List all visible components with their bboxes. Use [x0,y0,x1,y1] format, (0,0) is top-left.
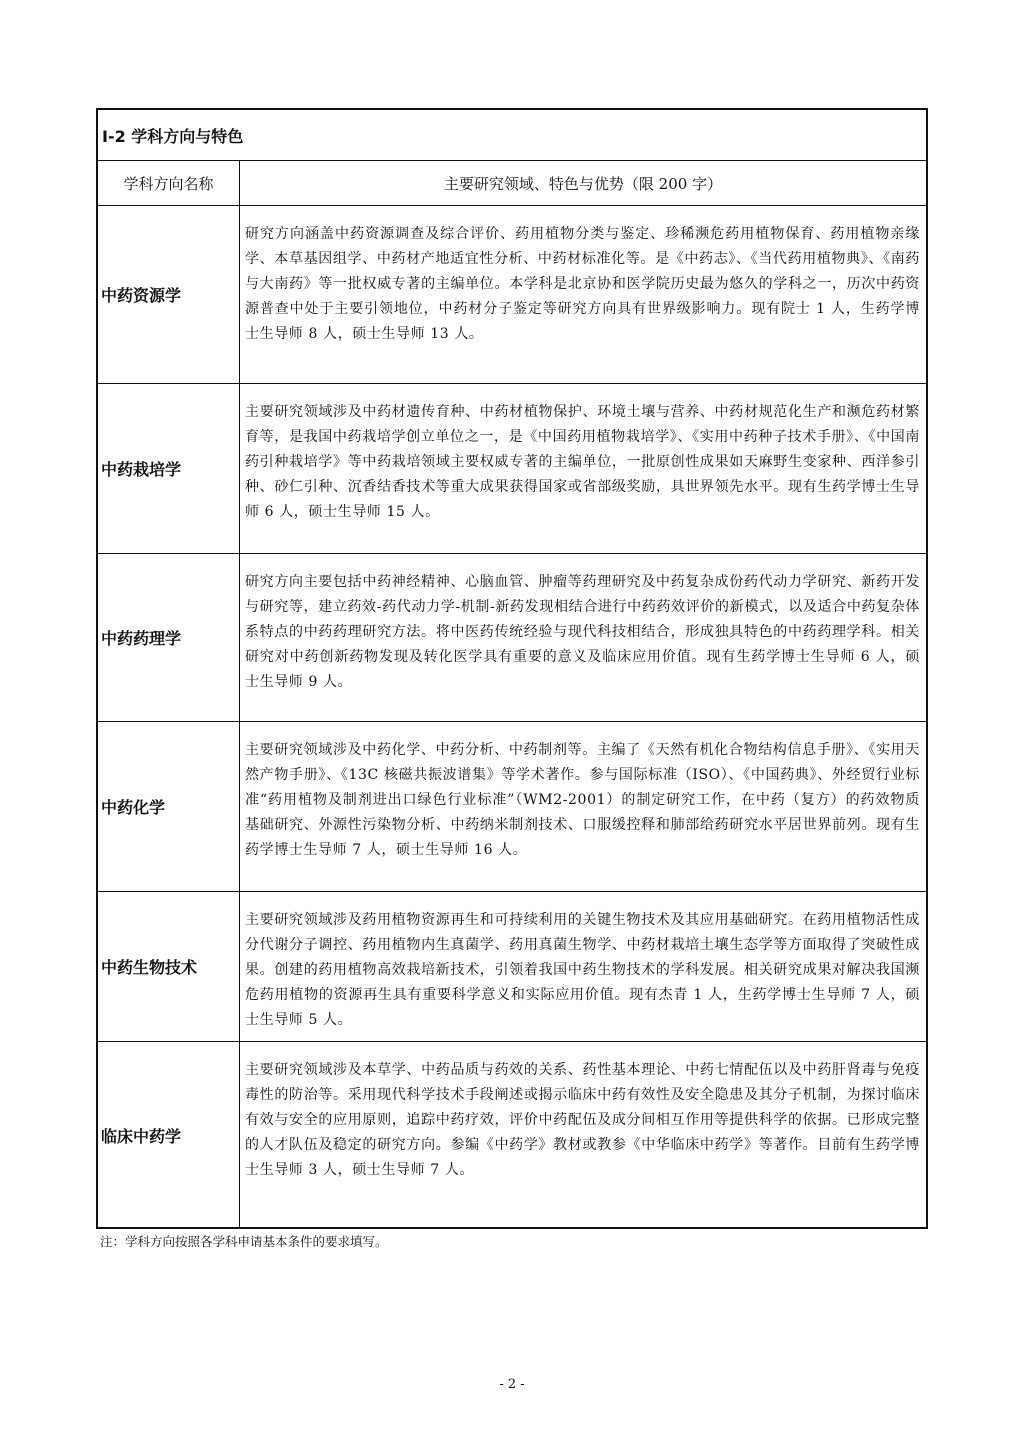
discipline-table-frame [96,108,928,1229]
table-row [98,1042,926,1229]
direction-name: 中药资源学 [98,206,240,383]
direction-name: 中药药理学 [98,554,240,721]
section-title: I-2 学科方向与特色 [98,110,926,161]
header-research-areas: 主要研究领域、特色与优势（限 200 字） [443,174,723,193]
table-row [98,554,926,722]
table-row [98,384,926,554]
direction-description: 主要研究领域涉及药用植物资源再生和可持续利用的关键生物技术及其应用基础研究。在药用植物活性成分代谢分子调控、药用植物内生真菌学、药用真菌生物学、中药材栽培土壤生态学等方面取得了突破性成果。创建的药用植物高效栽培新技术，引领着我国中药生物技术的学科发展。相关研究成果对解决我国濒危药用植物的资源再生具有重要科学意义和实际应用价值。现有杰青 1 人，生药学博士生导师 7 人，硕士生导师 5 人。 [245,912,920,1028]
page-number: - 2 - [499,1377,525,1392]
table-row [98,722,926,892]
direction-description: 主要研究领域涉及中药化学、中药分析、中药制剂等。主编了《天然有机化合物结构信息手册》、《实用天然产物手册》、《13C 核磁共振波谱集》等学术著作。参与国际标准（ISO）、《中国药典》、外经贸行业标准“药用植物及制剂进出口绿色行业标准”（WM2-2001）的制定研究工作，在中药（复方）的药效物质基础研究、外源性污染物分析、中药纳米制剂技术、口服缓控释和肺部给药研究水平居世界前列。现有生药学博士生导师 7 人，硕士生导师 16 人。 [245,742,920,858]
direction-name: 临床中药学 [98,1042,240,1229]
direction-name: 中药栽培学 [98,384,240,553]
direction-description: 主要研究领域涉及中药材遗传育种、中药材植物保护、环境土壤与营养、中药材规范化生产和濒危药材繁育等，是我国中药栽培学创立单位之一，是《中国药用植物栽培学》、《实用中药种子技术手册》、《中国南药引种栽培学》等中药栽培领域主要权威专著的主编单位，一批原创性成果如天麻野生变家种、西洋参引种、砂仁引种、沉香结香技术等重大成果获得国家或省部级奖励，具世界领先水平。现有生药学博士生导师 6 人，硕士生导师 15 人。 [245,404,920,520]
table-note: 注：学科方向按照各学科申请基本条件的要求填写。 [100,1234,388,1249]
table-row [98,206,926,384]
header-direction-name: 学科方向名称 [98,161,240,205]
direction-description: 研究方向涵盖中药资源调查及综合评价、药用植物分类与鉴定、珍稀濒危药用植物保育、药用植物亲缘学、本草基因组学、中药材产地适宜性分析、中药材标准化等。是《中药志》、《当代药用植物典》、《南药与大南药》等一批权威专著的主编单位。本学科是北京协和医学院历史最为悠久的学科之一，历次中药资源普查中处于主要引领地位，中药材分子鉴定等研究方向具有世界级影响力。现有院士 1 人，生药学博士生导师 8 人，硕士生导师 13 人。 [245,226,920,342]
direction-description: 主要研究领域涉及本草学、中药品质与药效的关系、药性基本理论、中药七情配伍以及中药肝肾毒与免疫毒性的防治等。采用现代科学技术手段阐述或揭示临床中药有效性及安全隐患及其分子机制，为探讨临床有效与安全的应用原则，追踪中药疗效，评价中药配伍及成分间相互作用等提供科学的依据。已形成完整的人才队伍及稳定的研究方向。参编《中药学》教材或教参《中华临床中药学》等著作。目前有生药学博士生导师 3 人，硕士生导师 7 人。 [245,1062,920,1178]
table-header [98,161,926,206]
direction-name: 中药生物技术 [98,892,240,1041]
direction-description: 研究方向主要包括中药神经精神、心脑血管、肿瘤等药理研究及中药复杂成份药代动力学研究、新药开发与研究等，建立药效-药代动力学-机制-新药发现相结合进行中药药效评价的新模式，以及适合中药复杂体系特点的中药药理研究方法。将中医药传统经验与现代科技相结合，形成独具特色的中药药理学科。相关研究对中药创新药物发现及转化医学具有重要的意义及临床应用价值。现有生药学博士生导师 6 人，硕士生导师 9 人。 [245,574,920,690]
table-row [98,892,926,1042]
direction-name: 中药化学 [98,722,240,891]
